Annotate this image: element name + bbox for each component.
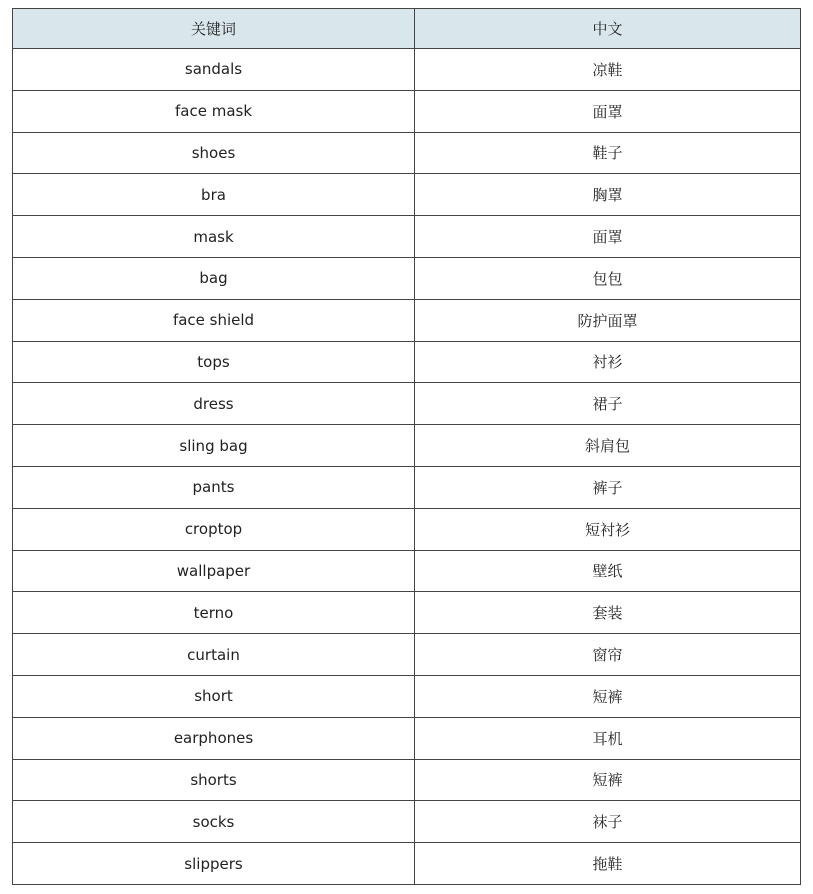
table-row [13, 508, 801, 550]
keyword-cell: dress [13, 383, 415, 425]
table-row [13, 466, 801, 508]
chinese-cell: 裙子 [415, 383, 801, 425]
table-row [13, 49, 801, 91]
chinese-cell: 包包 [415, 257, 801, 299]
keyword-cell: slippers [13, 843, 415, 885]
table-row [13, 634, 801, 676]
chinese-cell: 套装 [415, 592, 801, 634]
keyword-cell: wallpaper [13, 550, 415, 592]
keyword-cell: earphones [13, 717, 415, 759]
chinese-cell: 凉鞋 [415, 49, 801, 91]
chinese-cell: 衬衫 [415, 341, 801, 383]
keyword-cell: socks [13, 801, 415, 843]
table-row [13, 299, 801, 341]
column-header-chinese: 中文 [415, 9, 801, 49]
chinese-cell: 防护面罩 [415, 299, 801, 341]
chinese-cell: 鞋子 [415, 132, 801, 174]
keyword-cell: shoes [13, 132, 415, 174]
table-row [13, 759, 801, 801]
chinese-cell: 拖鞋 [415, 843, 801, 885]
keyword-cell: bag [13, 257, 415, 299]
table-row [13, 174, 801, 216]
table-row [13, 843, 801, 885]
column-header-keyword: 关键词 [13, 9, 415, 49]
table-row [13, 675, 801, 717]
keyword-cell: face mask [13, 90, 415, 132]
keyword-table [12, 8, 801, 885]
table-row [13, 717, 801, 759]
table-row [13, 132, 801, 174]
chinese-cell: 面罩 [415, 216, 801, 258]
chinese-cell: 短衬衫 [415, 508, 801, 550]
table-row [13, 550, 801, 592]
chinese-cell: 壁纸 [415, 550, 801, 592]
keyword-cell: terno [13, 592, 415, 634]
chinese-cell: 袜子 [415, 801, 801, 843]
table-row [13, 383, 801, 425]
keyword-cell: sling bag [13, 425, 415, 467]
chinese-cell: 短裤 [415, 675, 801, 717]
keyword-cell: croptop [13, 508, 415, 550]
chinese-cell: 裤子 [415, 466, 801, 508]
keyword-cell: bra [13, 174, 415, 216]
keyword-cell: short [13, 675, 415, 717]
table-row [13, 257, 801, 299]
table-row [13, 425, 801, 467]
table-row [13, 801, 801, 843]
keyword-cell: sandals [13, 49, 415, 91]
chinese-cell: 窗帘 [415, 634, 801, 676]
chinese-cell: 斜肩包 [415, 425, 801, 467]
chinese-cell: 耳机 [415, 717, 801, 759]
chinese-cell: 短裤 [415, 759, 801, 801]
chinese-cell: 面罩 [415, 90, 801, 132]
chinese-cell: 胸罩 [415, 174, 801, 216]
keyword-cell: shorts [13, 759, 415, 801]
table-row [13, 592, 801, 634]
keyword-cell: tops [13, 341, 415, 383]
table-row [13, 341, 801, 383]
table-row [13, 90, 801, 132]
table-body [13, 49, 801, 885]
keyword-cell: face shield [13, 299, 415, 341]
table-row [13, 216, 801, 258]
keyword-cell: mask [13, 216, 415, 258]
table-header-row [13, 9, 801, 49]
keyword-cell: curtain [13, 634, 415, 676]
keyword-cell: pants [13, 466, 415, 508]
